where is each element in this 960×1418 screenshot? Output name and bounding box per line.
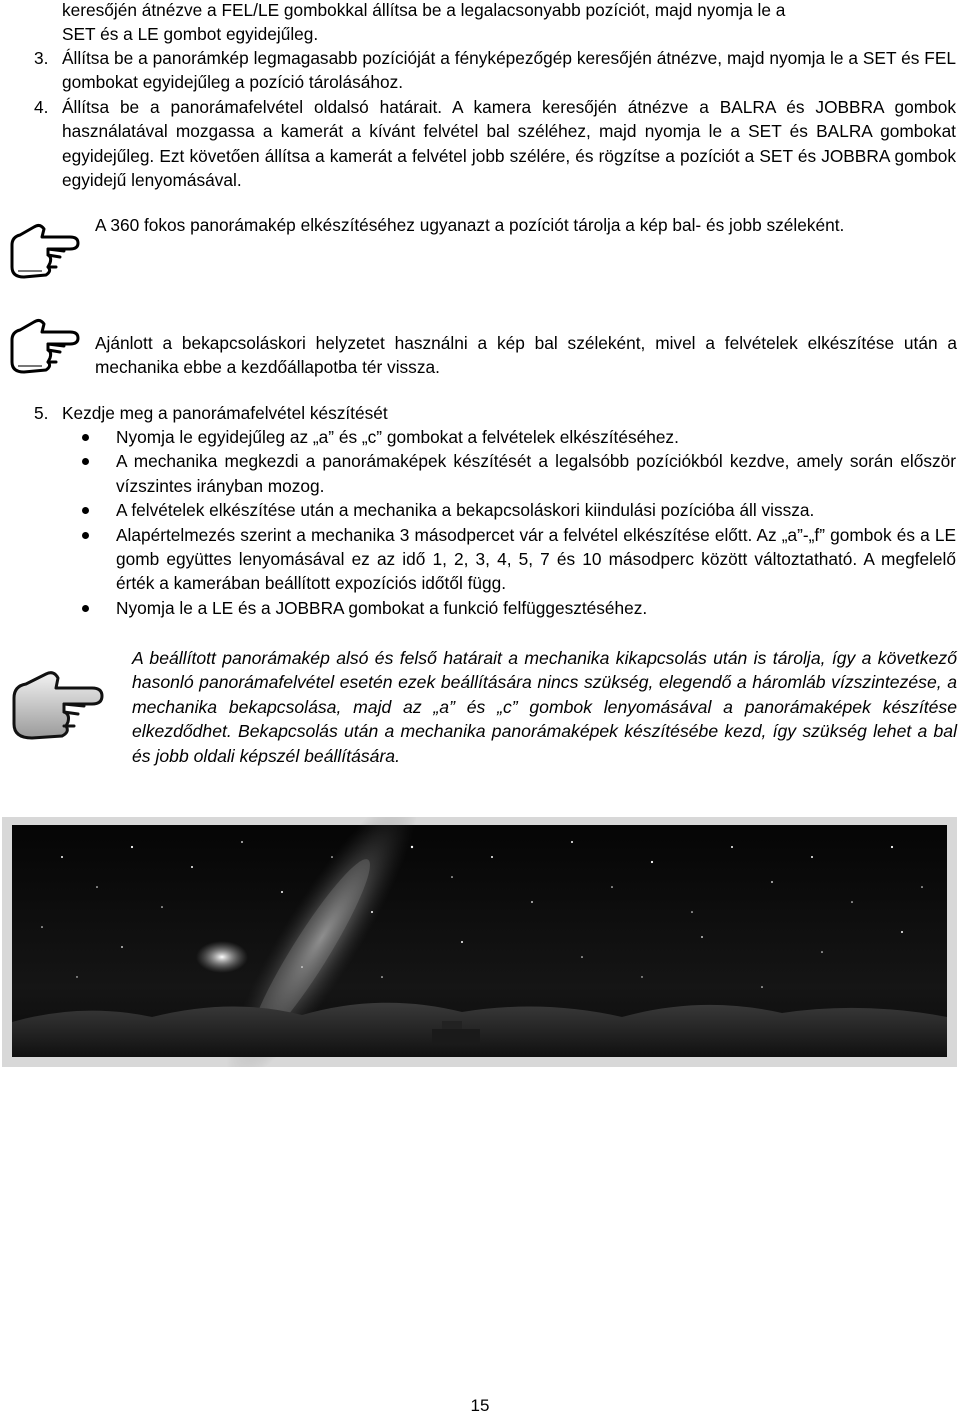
intro-line-2: SET és a LE gombot egyidejűleg. [62, 24, 319, 44]
pointing-hand-icon [8, 660, 104, 742]
bullet-dot [82, 458, 89, 465]
note-2: Ajánlott a bekapcsoláskori helyzetet használni a kép bal széleként, mivel a felvételek elkészítése után a mechanika ebbe a kezdőállapotba tér vissza. [95, 333, 957, 378]
numbered-steps [0, 46, 960, 192]
bullet-text: Alapértelmezés szerint a mechanika 3 másodpercet vár a felvétel elkészítése előtt. Az „a”-„f” gombok és a LE gomb együttes lenyomásával ez az idő 1, 2, 3, 4, 5, 7 és 10 másodperc között változtatható. A megfelelő érték a kamerában beállított expozíciós időtől függ. [116, 524, 956, 594]
bullet-item [0, 425, 960, 449]
step-4-number: 4. [34, 96, 49, 117]
intro-line-1: keresőjén átnézve a FEL/LE gombokkal állítsa be a legalacsonyabb pozíciót, majd nyomja le a [62, 0, 786, 20]
step-3 [0, 46, 960, 95]
pointing-hand-icon [4, 310, 80, 376]
bullet-text: A felvételek elkészítése után a mechanika a bekapcsoláskori kiindulási pozícióba áll vissza. [116, 500, 815, 521]
bullet-dot [82, 434, 89, 441]
bullet-item [0, 498, 960, 522]
note-1: A 360 fokos panorámakép elkészítéséhez ugyanazt a pozíciót tárolja a kép bal- és jobb széleként. [95, 215, 845, 235]
step-5-title: Kezdje meg a panorámafelvétel készítését [62, 403, 388, 423]
step-4-text: Állítsa be a panorámafelvétel oldalsó határait. A kamera keresőjén átnézve a BALRA és JOBBRA gombok használatával mozgassa a kamerát a kívánt felvétel bal széléhez, majd nyomja le a SET és BALRA gombokat egyidejűleg. Ezt követően állítsa a kamerát a felvétel jobb szélére, és rögzítse a pozíciót a SET és JOBBRA gombok egyidejű lenyomásával. [62, 96, 956, 191]
bullet-list [0, 425, 960, 620]
bullet-text: A mechanika megkezdi a panorámaképek készítését a legalsóbb pozíciókból kezdve, amely során először vízszintes irányban mozog. [116, 451, 956, 496]
bullet-dot [82, 605, 89, 612]
bullet-dot [82, 532, 89, 539]
bullet-item [0, 449, 960, 498]
milky-way-panorama-image [2, 817, 957, 1067]
bullet-dot [82, 507, 89, 514]
bullet-item [0, 596, 960, 620]
page-number: 15 [470, 1396, 490, 1415]
bullet-item [0, 523, 960, 596]
bullet-text: Nyomja le egyidejűleg az „a” és „c” gombokat a felvételek elkészítéséhez. [116, 427, 679, 447]
bullet-text: Nyomja le a LE és a JOBBRA gombokat a funkció felfüggesztéséhez. [116, 597, 648, 618]
step-4 [0, 95, 960, 193]
step-3-text: Állítsa be a panorámkép legmagasabb pozícióját a fényképezőgép keresőjén átnézve, majd nyomja le a SET és FEL gombokat egyidejűleg a pozíció tárolásához. [62, 48, 956, 93]
step-3-number: 3. [34, 48, 49, 68]
pointing-hand-icon [4, 215, 80, 281]
italic-note: A beállított panorámakép alsó és felső határait a mechanika kikapcsolás után is tárolja, így a következő hasonló panorámafelvétel esetén ezek beállítására nincs szükség, elegendő a háromláb vízszintezése, a mechanika bekapcsolása, majd az „a” és „c” gombok lenyomásával a panorámaképek készítése elkezdődhet. Bekapcsolás után a mechanika panorámaképek készítésébe kezd, így szükség lehet a bal és jobb oldali képszél beállítására. [132, 648, 957, 766]
step-5-number: 5. [34, 403, 49, 423]
